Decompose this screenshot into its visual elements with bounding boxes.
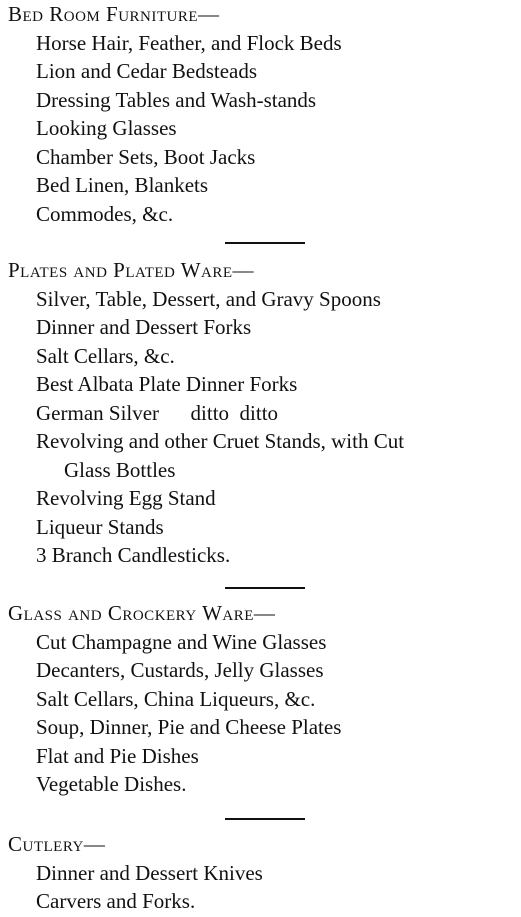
list-item: 3 Branch Candlesticks. bbox=[36, 543, 231, 567]
list-item: Liqueur Stands bbox=[36, 514, 164, 539]
list-item: Salt Cellars, &c. bbox=[36, 343, 175, 368]
list-item: Revolving and other Cruet Stands, with Cut bbox=[36, 429, 405, 453]
section-plates-and-plated-ware bbox=[0, 256, 521, 570]
section-heading: Plates and Plated Ware— bbox=[8, 258, 255, 282]
list-item: Salt Cellars, China Liqueurs, &c. bbox=[36, 686, 316, 711]
section-divider bbox=[225, 587, 305, 589]
section-divider bbox=[225, 818, 305, 820]
section-heading: Glass and Crockery Ware— bbox=[8, 601, 276, 625]
section-heading: Bed Room Furniture— bbox=[8, 2, 220, 26]
list-item: Looking Glasses bbox=[36, 116, 177, 140]
list-item: Dinner and Dessert Knives bbox=[36, 860, 263, 885]
list-item: Best Albata Plate Dinner Forks bbox=[36, 372, 298, 396]
section-glass-and-crockery-ware bbox=[0, 599, 521, 799]
list-item-continuation: Glass Bottles bbox=[64, 457, 176, 482]
section-bed-room-furniture bbox=[0, 0, 521, 228]
list-item: Bed Linen, Blankets bbox=[36, 173, 209, 197]
list-item: Silver, Table, Dessert, and Gravy Spoons bbox=[36, 286, 381, 311]
list-item: Revolving Egg Stand bbox=[36, 486, 216, 510]
list-item: Decanters, Custards, Jelly Glasses bbox=[36, 658, 324, 682]
list-item: Dressing Tables and Wash-stands bbox=[36, 87, 317, 112]
list-item: Horse Hair, Feather, and Flock Beds bbox=[36, 30, 342, 55]
list-item: Flat and Pie Dishes bbox=[36, 743, 199, 768]
list-item: Dinner and Dessert Forks bbox=[36, 315, 252, 339]
section-heading: Cutlery— bbox=[8, 832, 106, 856]
section-divider bbox=[225, 242, 305, 244]
list-item: German Silver ditto ditto bbox=[36, 400, 279, 425]
list-item: Chamber Sets, Boot Jacks bbox=[36, 144, 256, 169]
list-item: Lion and Cedar Bedsteads bbox=[36, 59, 258, 83]
section-cutlery bbox=[0, 830, 521, 916]
list-item: Commodes, &c. bbox=[36, 201, 174, 226]
list-item: Cut Champagne and Wine Glasses bbox=[36, 629, 327, 654]
list-item: Soup, Dinner, Pie and Cheese Plates bbox=[36, 715, 342, 739]
list-item: Vegetable Dishes. bbox=[36, 772, 187, 796]
list-item: Carvers and Forks. bbox=[36, 889, 196, 913]
